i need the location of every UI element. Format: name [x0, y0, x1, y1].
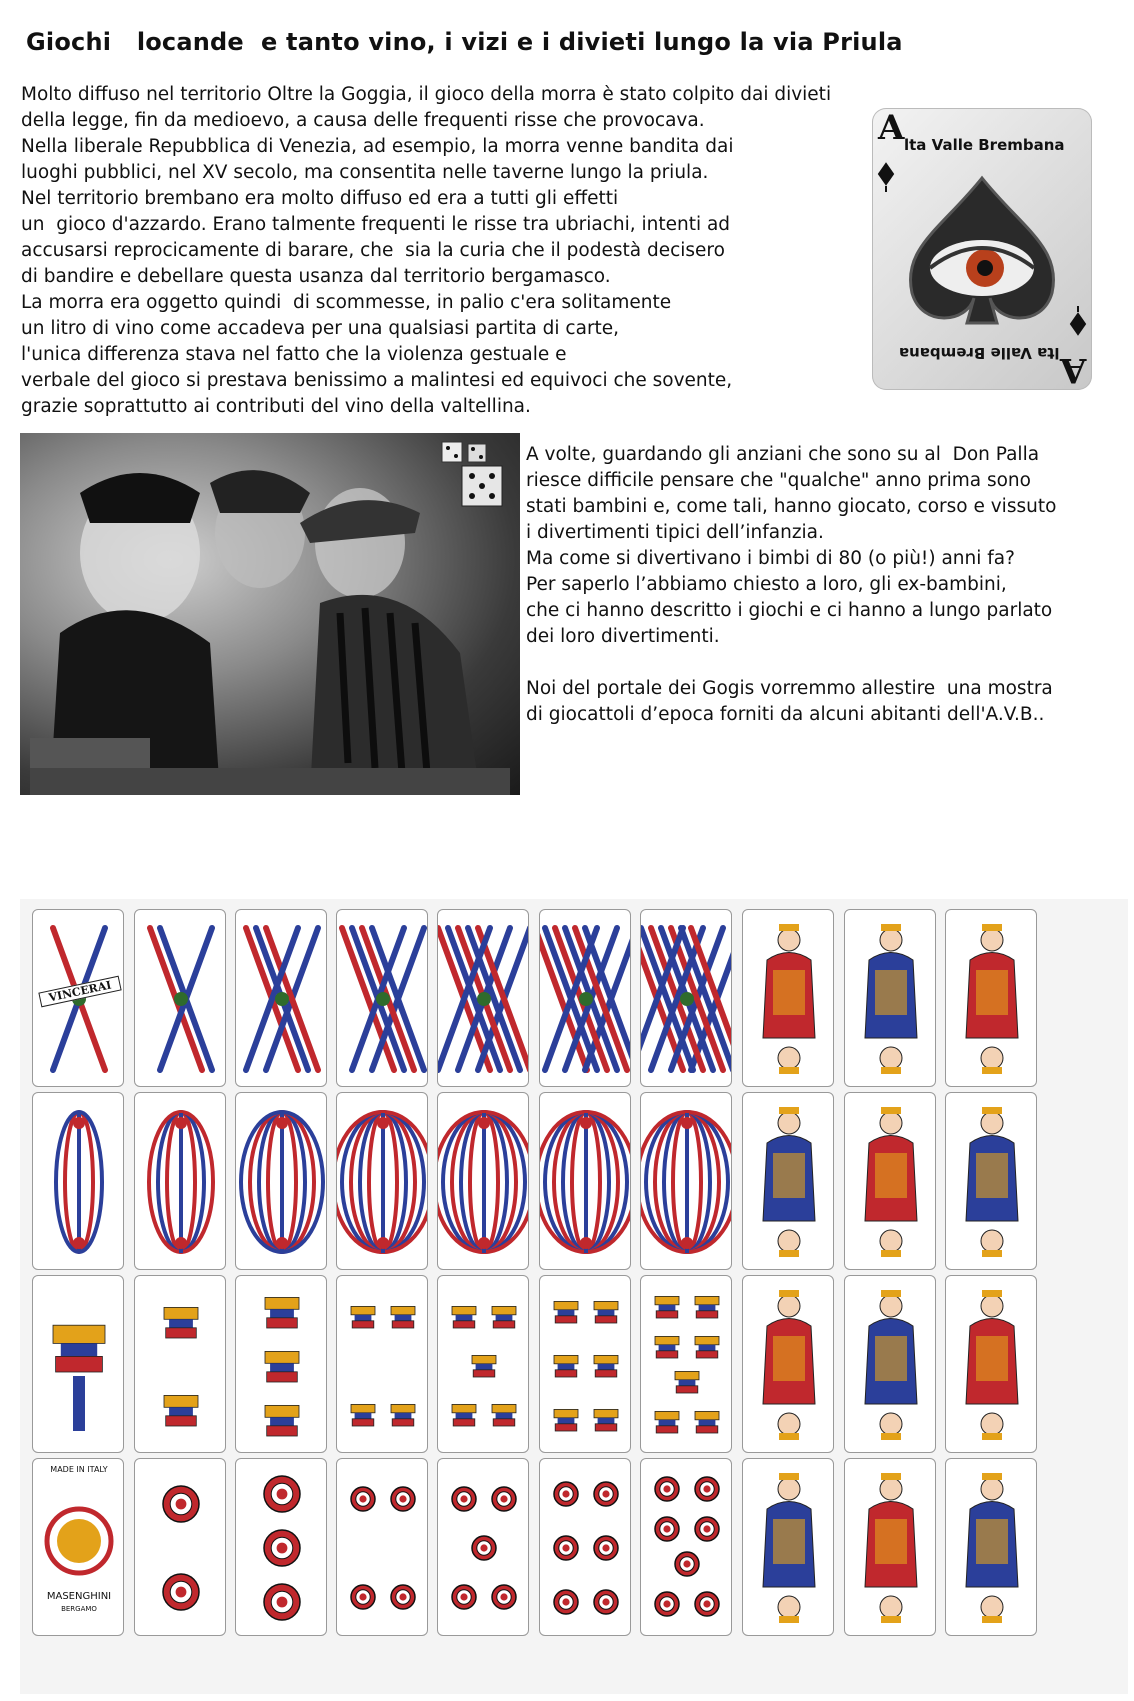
- card-spade-5: [437, 1092, 529, 1270]
- children-games-paragraph: [526, 442, 1056, 728]
- card-denari-6: [539, 1458, 631, 1636]
- masenghini-masenghini-city: BERGAMO: [61, 1605, 97, 1613]
- card-denari-figure: [742, 1458, 834, 1636]
- intro-line: grazie soprattutto ai contributi del vino della valtellina.: [21, 396, 531, 417]
- card-denari-7: [640, 1458, 732, 1636]
- second-line: stati bambini e, come tali, hanno giocato, corso e vissuto: [526, 496, 1057, 517]
- intro-line: verbale del gioco si prestava benissimo a malintesi ed equivoci che sovente,: [21, 370, 733, 391]
- masenghini-made-in: MADE IN ITALY: [50, 1465, 108, 1474]
- second-line: di giocattoli d’epoca forniti da alcuni abitanti dell'A.V.B..: [526, 704, 1045, 725]
- card-denari-5: [437, 1458, 529, 1636]
- card-denari-3: [235, 1458, 327, 1636]
- intro-line: La morra era oggetto quindi di scommesse, in palio c'era solitamente: [21, 292, 672, 313]
- page-title: Giochi locande e tanto vino, i vizi e i divieti lungo la via Priula: [26, 28, 903, 56]
- card-bastoni-4: [336, 909, 428, 1087]
- ace-letter-bottom: A: [1059, 350, 1086, 390]
- card-denari-4: [336, 1458, 428, 1636]
- card-coppe-figure: [742, 1275, 834, 1453]
- card-coppe-4: [336, 1275, 428, 1453]
- card-spade-7: [640, 1092, 732, 1270]
- card-denari-figure: [945, 1458, 1037, 1636]
- second-line: riesce difficile pensare che "qualche" anno prima sono: [526, 470, 1031, 491]
- card-coppe-3: [235, 1275, 327, 1453]
- card-bastoni-3: [235, 909, 327, 1087]
- second-line: dei loro divertimenti.: [526, 626, 720, 647]
- card-spade-1: [32, 1092, 124, 1270]
- card-masenghini-ace: [32, 1458, 124, 1636]
- intro-line: accusarsi reprocicamente di barare, che sia la curia che il podestà decisero: [21, 240, 725, 261]
- masenghini-masenghini-brand: MASENGHINI: [46, 1591, 112, 1602]
- card-bastoni-5: [437, 909, 529, 1087]
- intro-line: Nel territorio brembano era molto diffuso ed era a tutti gli effetti: [21, 188, 619, 209]
- ace-letter-top: A: [878, 108, 905, 148]
- second-line: Per saperlo l’abbiamo chiesto a loro, gli ex-bambini,: [526, 574, 1007, 595]
- ace-label-bottom: lta Valle Brembana: [899, 344, 1060, 362]
- card-coppe-figure: [945, 1275, 1037, 1453]
- card-bastoni-7: [640, 909, 732, 1087]
- card-spade-2: [134, 1092, 226, 1270]
- ace-of-spades-card: [872, 108, 1092, 390]
- second-line: che ci hanno descritto i giochi e ci hanno a lungo parlato: [526, 600, 1053, 621]
- card-coppe-1: [32, 1275, 124, 1453]
- intro-line: luoghi pubblici, nel XV secolo, ma consentita nelle taverne lungo la priula.: [21, 162, 709, 183]
- intro-line: un litro di vino come accadeva per una qualsiasi partita di carte,: [21, 318, 620, 339]
- card-spade-6: [539, 1092, 631, 1270]
- card-denari-2: [134, 1458, 226, 1636]
- card-bastoni-figure: [945, 909, 1037, 1087]
- card-spade-figure: [945, 1092, 1037, 1270]
- second-line: A volte, guardando gli anziani che sono su al Don Palla: [526, 444, 1040, 465]
- card-coppe-7: [640, 1275, 732, 1453]
- card-spade-figure: [844, 1092, 936, 1270]
- card-coppe-figure: [844, 1275, 936, 1453]
- card-spade-4: [336, 1092, 428, 1270]
- second-line: [526, 650, 1056, 676]
- card-denari-figure: [844, 1458, 936, 1636]
- card-coppe-2: [134, 1275, 226, 1453]
- intro-line: l'unica differenza stava nel fatto che la violenza gestuale e: [21, 344, 567, 365]
- intro-line: di bandire e debellare questa usanza dal territorio bergamasco.: [21, 266, 611, 287]
- card-bastoni-6: [539, 909, 631, 1087]
- ace-label-top: lta Valle Brembana: [904, 136, 1065, 154]
- second-line: Ma come si divertivano i bimbi di 80 (o più!) anni fa?: [526, 548, 1015, 569]
- card-bastoni-2: [134, 909, 226, 1087]
- intro-line: un gioco d'azzardo. Erano talmente frequenti le risse tra ubriachi, intenti ad: [21, 214, 731, 235]
- intro-line: della legge, fin da medioevo, a causa delle frequenti risse che provocava.: [21, 110, 705, 131]
- dice-icon: [440, 440, 508, 512]
- second-line: Noi del portale dei Gogis vorremmo allestire una mostra: [526, 678, 1053, 699]
- second-line: i divertimenti tipici dell’infanzia.: [526, 522, 824, 543]
- intro-paragraph: [21, 82, 831, 420]
- intro-line: Molto diffuso nel territorio Oltre la Goggia, il gioco della morra è stato colpito dai divieti: [21, 84, 832, 105]
- card-bastoni-1: [32, 909, 124, 1087]
- playing-cards-grid: [20, 899, 1128, 1694]
- card-coppe-5: [437, 1275, 529, 1453]
- card-spade-figure: [742, 1092, 834, 1270]
- card-bastoni-figure: [844, 909, 936, 1087]
- card-spade-3: [235, 1092, 327, 1270]
- intro-line: Nella liberale Repubblica di Venezia, ad esempio, la morra venne bandita dai: [21, 136, 734, 157]
- vincerai-banner: VINCERAI: [38, 976, 121, 1008]
- card-coppe-6: [539, 1275, 631, 1453]
- card-bastoni-figure: [742, 909, 834, 1087]
